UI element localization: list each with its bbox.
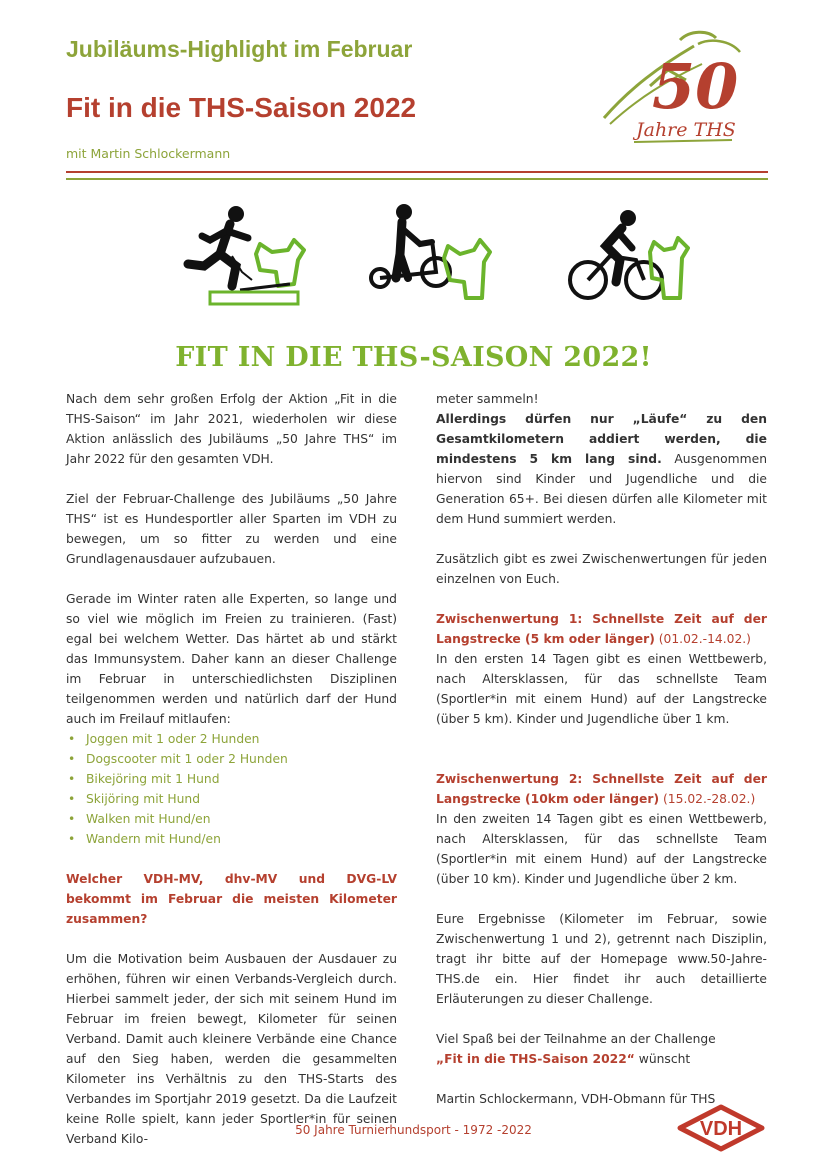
intro-paragraph: Nach dem sehr großen Erfolg der Aktion „Fit in die THS-Saison“ im Jahr 2021, wiederholen wir diese Aktion anlässlich des Jubiläums „50 Jahre THS“ im Jahr 2022 für den gesamten VDH. [66, 392, 397, 466]
runner-with-dog-icon [180, 200, 320, 320]
intermediate-intro: Zusätzlich gibt es zwei Zwischenwertungen für jeden einzelnen von Euch. [436, 552, 767, 586]
rules-bold: Allerdings dürfen nur „Läufe“ zu den Gesamtkilometern addiert werden, die mindestens 5 km lang sind. [436, 412, 767, 466]
continued-text: meter sammeln! [436, 392, 539, 406]
discipline-list [66, 729, 397, 849]
list-item: • Joggen mit 1 oder 2 Hunden [66, 729, 397, 749]
zw2-title: Zwischenwertung 2: Schnellste Zeit auf der Langstrecke (10km oder länger) [436, 772, 767, 806]
header-rule-red [66, 171, 768, 173]
byline: mit Martin Schlockermann [66, 146, 231, 161]
zw1-heading [436, 609, 767, 649]
logo-text: Jahre THS [636, 119, 736, 141]
footer-text: 50 Jahre Turnierhundsport - [295, 1123, 463, 1137]
rules-paragraph [436, 409, 767, 529]
footer-years: 1972 -2022 [462, 1123, 532, 1137]
goal-paragraph: Ziel der Februar-Challenge des Jubiläums „50 Jahre THS“ ist es Hundesportler aller Sparten im VDH zu bewegen, um so fitter zu werden und eine Grundlagenausdauer aufzubauen. [66, 492, 397, 566]
closing-paragraph [436, 1029, 767, 1069]
zw1-text: In den ersten 14 Tagen gibt es einen Wettbewerb, nach Altersklassen, für das schnellste Team (Sportler*in mit einem Hund) auf der Langstrecke (über 5 km). Kinder und Jugendliche über 1 km. [436, 652, 767, 726]
headline: FIT IN DIE THS-SAISON 2022! [175, 342, 652, 373]
list-item: • Bikejöring mit 1 Hund [66, 769, 397, 789]
closing-wish: wünscht [634, 1052, 691, 1066]
zw2-dates: (15.02.-28.02.) [659, 792, 756, 806]
rules-exceptions: Ausgenommen hiervon sind Kinder und Jugendliche und die Generation 65+. Bei diesen dürfen alle Kilometer mit dem Hund summiert werden. [436, 452, 767, 526]
results-paragraph: Eure Ergebnisse (Kilometer im Februar, sowie Zwischenwertung 1 und 2), getrennt nach Disziplin, tragt ihr bitte auf der Homepage www.50-Jahre-THS.de ein. Hier findet ihr auch detaillierte Erläuterungen zu dieser Challenge. [436, 912, 767, 1006]
signature: Martin Schlockermann, VDH-Obmann für THS [436, 1092, 716, 1106]
left-column [66, 389, 397, 1169]
right-column [436, 389, 767, 1129]
motivation-paragraph: Um die Motivation beim Ausbauen der Ausdauer zu erhöhen, führen wir einen Verbands-Vergleich durch. Hierbei sammelt jeder, der sich mit seinem Hund im Februar im freien bewegt, Kilometer für seinen Verband. Damit auch kleinere Verbände eine Chance auf den Sieg haben, werden die gesammelten Kilometer ins Verhältnis zu den THS-Starts des Verbandes im Sportjahr 2019 gesetzt. Da die Laufzeit keine Rolle spielt, kann jeder Sportler*in für seinen Verband Kilo- [66, 952, 397, 1146]
cyclist-with-dog-icon [560, 200, 700, 320]
vdh-label: VDH [699, 1118, 743, 1140]
list-item: • Wandern mit Hund/en [66, 829, 397, 849]
zw2-heading [436, 769, 767, 809]
zw1-title: Zwischenwertung 1: Schnellste Zeit auf der Langstrecke (5 km oder länger) [436, 612, 767, 646]
closing-text: Viel Spaß bei der Teilnahme an der Challenge [436, 1032, 716, 1046]
list-item: • Dogscooter mit 1 oder 2 Hunden [66, 749, 397, 769]
closing-challenge: „Fit in die THS-Saison 2022“ [436, 1052, 635, 1066]
winter-paragraph: Gerade im Winter raten alle Experten, so lange und so viel wie möglich im Freien zu trainieren. (Fast) egal bei welchem Wetter. Das härtet ab und stärkt das Immunsystem. Daher kann an dieser Challenge im Februar in unterschiedlichsten Disziplinen teilgenommen werden und natürlich darf der Hund auch im Freilauf mitlaufen: [66, 592, 397, 726]
runner-with-dog-logo [590, 26, 750, 151]
vdh-diamond-logo [676, 1104, 766, 1152]
question-heading: Welcher VDH-MV, dhv-MV und DVG-LV bekommt im Februar die meisten Kilometer zusammen? [66, 872, 397, 926]
page-title: Fit in die THS-Saison 2022 [66, 92, 417, 123]
logo-number: 50 [652, 50, 739, 123]
list-item: • Walken mit Hund/en [66, 809, 397, 829]
kicker: Jubiläums-Highlight im Februar [66, 36, 413, 62]
zw1-dates: (01.02.-14.02.) [654, 632, 751, 646]
list-item: • Skijöring mit Hund [66, 789, 397, 809]
zw2-text: In den zweiten 14 Tagen gibt es einen Wettbewerb, nach Altersklassen, für das schnellste Team (Sportler*in mit einem Hund) auf der Langstrecke (über 10 km). Kinder und Jugendliche über 2 km. [436, 812, 767, 886]
dogscooter-with-dog-icon [362, 200, 502, 320]
header-rule-green [66, 178, 768, 180]
